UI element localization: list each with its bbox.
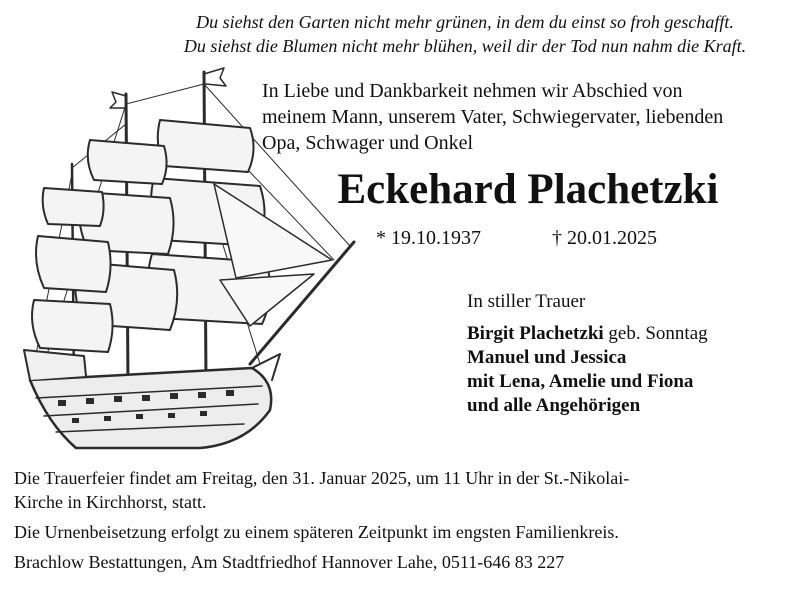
- birth-date: * 19.10.1937: [376, 227, 481, 249]
- deceased-name: Eckehard Plachetzki: [337, 166, 719, 213]
- poem-line-2: Du siehst die Blumen nicht mehr blühen, weil dir der Tod nun nahm die Kraft.: [183, 36, 747, 56]
- mourners-block: [467, 290, 797, 418]
- farewell-text: [262, 78, 794, 156]
- widow-name: Birgit Plachetzki: [467, 323, 604, 344]
- mourner-line-1: [467, 322, 797, 346]
- farewell-line-3: Opa, Schwager und Onkel: [262, 132, 474, 154]
- undertaker-line: Brachlow Bestattungen, Am Stadtfriedhof Hannover Lahe, 0511-646 83 227: [14, 552, 565, 572]
- urn-burial-line: Die Urnenbeisetzung erfolgt zu einem späteren Zeitpunkt im engsten Familienkreis.: [14, 522, 619, 542]
- funeral-line-1: Die Trauerfeier findet am Freitag, den 31. Januar 2025, um 11 Uhr in der St.-Nikolai-: [14, 468, 630, 488]
- farewell-line-1: In Liebe und Dankbarkeit nehmen wir Abschied von: [262, 80, 683, 102]
- funeral-line-2: Kirche in Kirchhorst, statt.: [14, 492, 207, 512]
- farewell-line-2: meinem Mann, unserem Vater, Schwiegervater, liebenden: [262, 106, 724, 128]
- poem-line-1: Du siehst den Garten nicht mehr grünen, in dem du einst so froh geschafft.: [196, 12, 734, 32]
- mourning-heading: In stiller Trauer: [467, 291, 586, 312]
- mourner-line-4: und alle Angehörigen: [467, 395, 641, 416]
- service-info: [14, 466, 794, 574]
- death-date: † 20.01.2025: [552, 227, 657, 249]
- widow-maiden-name: geb. Sonntag: [608, 323, 708, 344]
- mourner-line-3: mit Lena, Amelie und Fiona: [467, 371, 694, 392]
- mourner-line-2: Manuel und Jessica: [467, 347, 627, 368]
- memorial-poem: [140, 10, 790, 58]
